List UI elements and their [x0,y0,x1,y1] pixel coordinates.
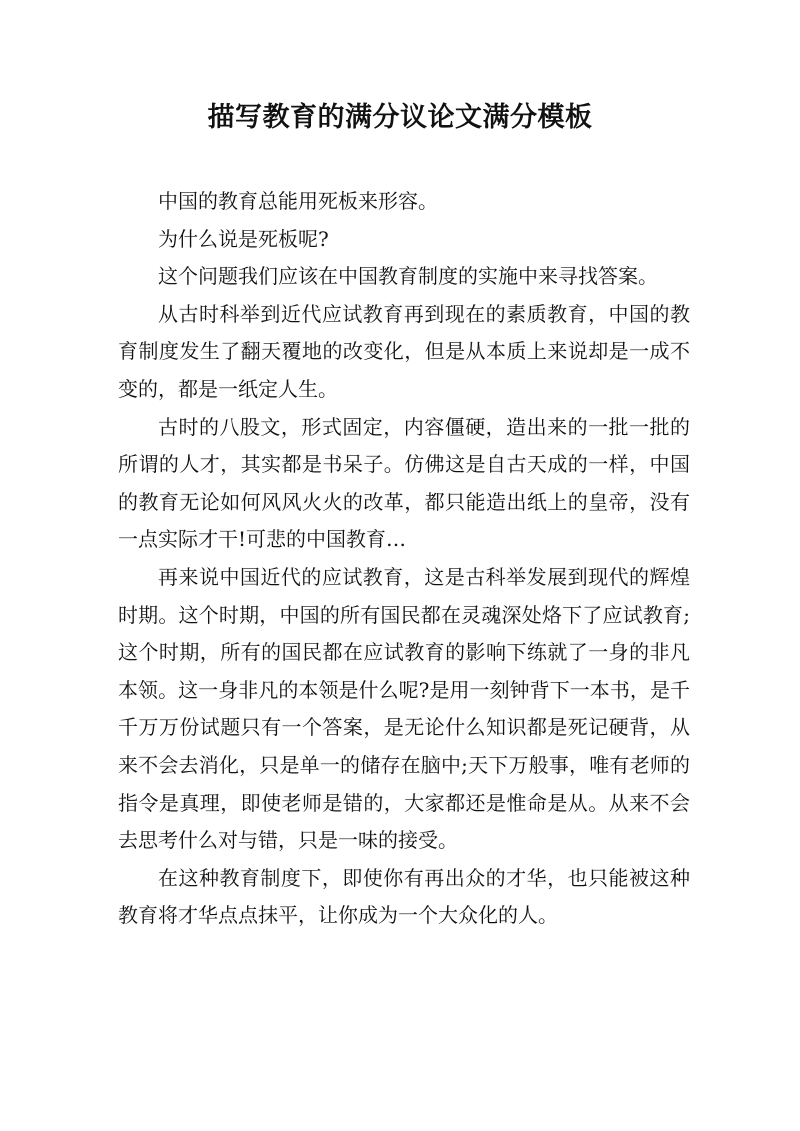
document-body [118,183,690,935]
paragraph: 为什么说是死板呢? [158,226,329,251]
paragraph: 从古时科举到近代应试教育再到现在的素质教育，中国的教育制度发生了翻天覆地的改变化，但是从本质上来说却是一成不变的，都是一纸定人生。 [118,301,690,401]
paragraph: 这个问题我们应该在中国教育制度的实施中来寻找答案。 [158,264,658,289]
paragraph: 再来说中国近代的应试教育，这是古科举发展到现代的辉煌时期。这个时期，中国的所有国民都在灵魂深处烙下了应试教育;这个时期，所有的国民都在应试教育的影响下练就了一身的非凡本领。这一身非凡的本领是什么呢?是用一刻钟背下一本书，是千千万万份试题只有一个答案，是无论什么知识都是死记硬背，从来不会去消化，只是单一的储存在脑中;天下万般事，唯有老师的指令是真理，即使老师是错的，大家都还是惟命是从。从来不会去思考什么对与错，只是一味的接受。 [118,564,690,853]
paragraph: 古时的八股文，形式固定，内容僵硬，造出来的一批一批的所谓的人才，其实都是书呆子。仿佛这是自古天成的一样，中国的教育无论如何风风火火的改革，都只能造出纸上的皇帝，没有一点实际才干!可悲的中国教育… [118,414,690,552]
document-title: 描写教育的满分议论文满分模板 [207,102,593,133]
paragraph: 中国的教育总能用死板来形容。 [158,189,438,213]
paragraph: 在这种教育制度下，即使你有再出众的才华，也只能被这种教育将才华点点抹平，让你成为一个大众化的人。 [118,865,690,928]
